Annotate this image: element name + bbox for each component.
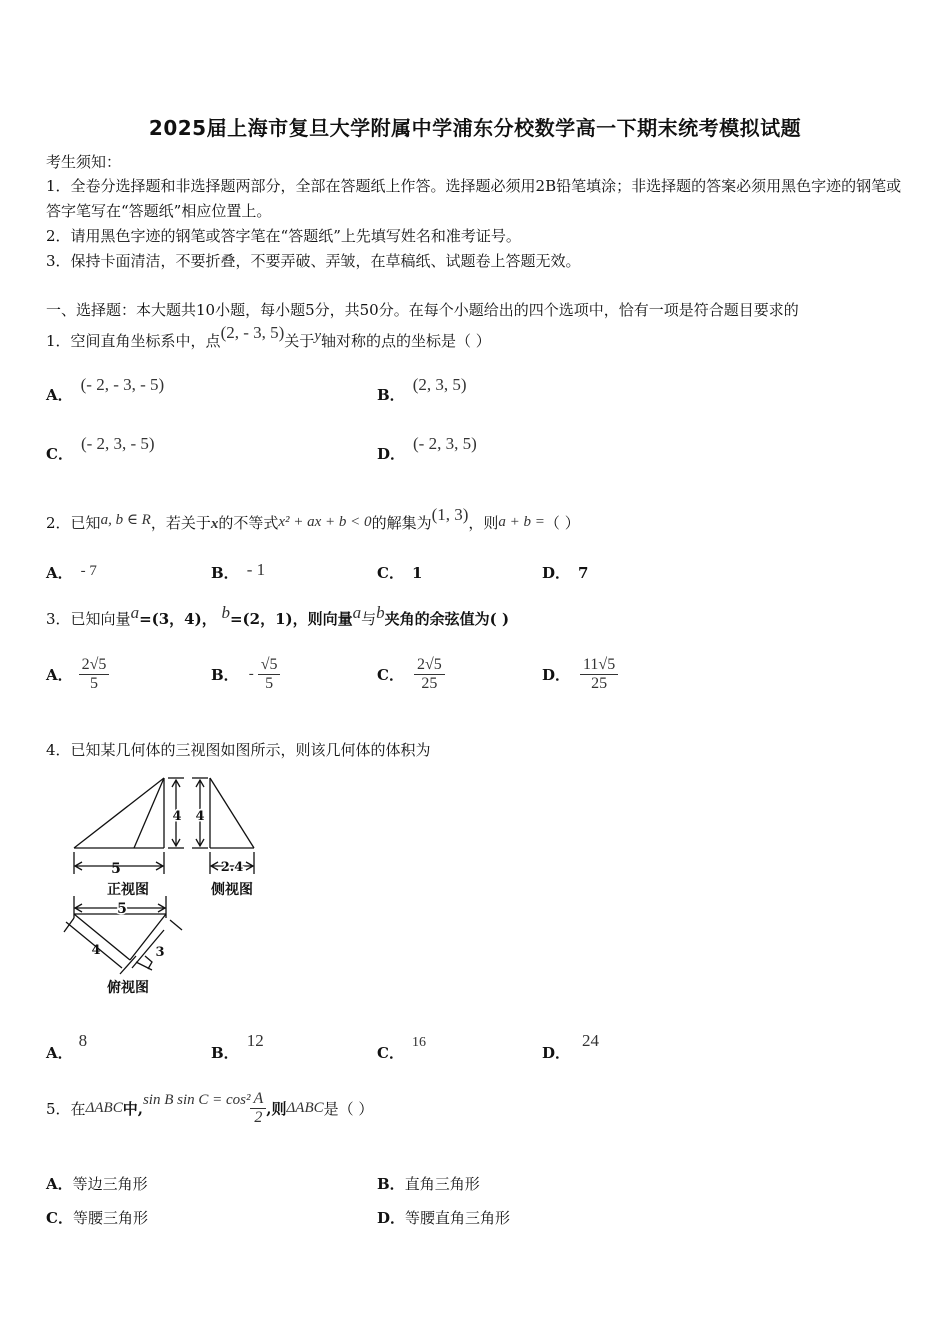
option-fraction (580, 656, 618, 693)
top-view-caption: 俯视图 (107, 980, 149, 996)
question-number: 3． (46, 610, 71, 628)
numerator: √5 (258, 656, 281, 675)
q2-option-d[interactable] (542, 562, 588, 583)
q5-text-1: 在 (70, 1100, 86, 1118)
q5-option-b[interactable] (377, 1173, 480, 1194)
q4-option-c[interactable] (377, 1035, 426, 1063)
option-value: 等边三角形 (72, 1175, 148, 1193)
notice-item-3: 3．保持卡面清洁，不要折叠，不要弄破、弄皱，在草稿纸、试题卷上答题无效。 (46, 252, 581, 270)
q2-variable: x (210, 516, 219, 532)
question-2 (46, 505, 580, 533)
numerator: 2√5 (414, 656, 445, 675)
denominator: 5 (265, 675, 274, 692)
q5-fraction (250, 1090, 266, 1127)
q4-option-a[interactable] (46, 1031, 88, 1063)
notice-item-1: 1．全卷分选择题和非选择题两部分，全部在答题纸上作答。选择题必须用2B铅笔填涂；非选择题的答案必须用黑色字迹的钢笔或答字笔写在“答题纸”相应位置上。 (46, 177, 902, 220)
option-value: (- 2, 3, - 5) (80, 434, 155, 453)
q5-text-4: 是（ ） (323, 1100, 374, 1118)
q5-option-a[interactable] (46, 1173, 148, 1194)
q3-text-3: =(2，1)，则向量 (229, 610, 353, 628)
q2-option-b[interactable] (211, 562, 265, 583)
q2-solution-set: (1, 3) (431, 505, 469, 524)
option-value: - 7 (80, 563, 97, 579)
q1-text-1: 空间直角坐标系中，点 (70, 332, 221, 350)
option-value: (- 2, 3, 5) (413, 434, 477, 453)
option-label: A． (46, 666, 73, 684)
q2-text-1: 已知 (70, 514, 101, 532)
option-value: (2, 3, 5) (412, 375, 467, 394)
option-label: B． (377, 386, 405, 404)
q1-option-b[interactable] (377, 375, 467, 405)
option-label: B． (211, 1044, 239, 1062)
q2-expression: a + b = (498, 514, 545, 530)
denominator: 5 (90, 675, 99, 692)
q3-text-4: 与 (361, 610, 377, 628)
option-sign: - (248, 666, 254, 682)
front-height-label: 4 (172, 809, 182, 824)
q1-option-c[interactable] (46, 434, 155, 464)
q3-option-c[interactable] (377, 656, 445, 693)
q2-text-6: （ ） (544, 514, 580, 532)
option-label: D． (377, 445, 406, 463)
option-label: D． (542, 666, 571, 684)
option-fraction (79, 656, 110, 693)
question-1 (46, 323, 491, 351)
vector-b: b (221, 603, 230, 622)
question-4 (46, 739, 431, 760)
option-fraction (414, 656, 445, 693)
question-number: 1． (46, 332, 71, 350)
denominator: 2 (254, 1109, 263, 1126)
front-view-caption: 正视图 (107, 882, 149, 898)
q5-option-c[interactable] (46, 1207, 148, 1228)
notice-item-2: 2．请用黑色字迹的钢笔或答字笔在“答题纸”上先填写姓名和准考证号。 (46, 227, 521, 245)
q1-text-3: 轴对称的点的坐标是（ ） (320, 332, 491, 350)
q1-option-a[interactable] (46, 375, 165, 405)
vector-b: b (376, 603, 385, 622)
option-value: 8 (78, 1031, 88, 1050)
q3-text-2: =(3，4)， (139, 610, 217, 628)
question-number: 2． (46, 514, 71, 532)
q5-text-3: ,则 (266, 1100, 287, 1118)
q5-triangle: ΔABC (286, 1100, 324, 1116)
numerator: 2√5 (79, 656, 110, 675)
option-label: B． (211, 564, 239, 582)
q3-text-1: 已知向量 (70, 610, 131, 628)
vector-a: a (352, 603, 362, 622)
question-number: 5． (46, 1100, 71, 1118)
option-fraction (258, 656, 281, 693)
option-value: - 1 (246, 560, 266, 579)
q1-text-2: 关于 (284, 332, 315, 350)
option-label: C． (377, 564, 404, 582)
three-view-figure (60, 772, 270, 1002)
option-value: 等腰直角三角形 (405, 1209, 511, 1227)
option-label: B． (211, 666, 239, 684)
q4-text: 已知某几何体的三视图如图所示，则该几何体的体积为 (70, 741, 431, 759)
option-label: D． (377, 1209, 406, 1227)
top-right-label: 3 (155, 945, 165, 960)
question-3 (46, 603, 510, 629)
option-value: 16 (411, 1035, 426, 1050)
option-value: (- 2, - 3, - 5) (80, 375, 165, 394)
denominator: 25 (421, 675, 438, 692)
question-number: 4． (46, 741, 71, 759)
front-width-label: 5 (111, 861, 121, 877)
question-5 (46, 1090, 373, 1127)
q1-option-d[interactable] (377, 434, 477, 464)
vector-a: a (130, 603, 140, 622)
q1-point: (2, - 3, 5) (220, 323, 285, 342)
q5-option-d[interactable] (377, 1207, 510, 1228)
option-label: D． (542, 1044, 571, 1062)
q2-text-4: 的解集为 (371, 514, 432, 532)
notice-heading: 考生须知： (46, 153, 122, 171)
option-value: 12 (246, 1031, 264, 1050)
q4-option-b[interactable] (211, 1031, 264, 1063)
option-label: A． (46, 1175, 73, 1193)
q2-text-2: ，若关于 (150, 514, 211, 532)
top-width-label: 5 (117, 901, 127, 917)
side-view-caption: 侧视图 (211, 882, 253, 898)
option-value: 24 (582, 1031, 600, 1050)
option-label: C． (46, 445, 73, 463)
q3-option-d[interactable] (542, 656, 618, 693)
page-title: 2025届上海市复旦大学附属中学浦东分校数学高一下期末统考模拟试题 (148, 116, 802, 140)
side-width-label: 2.4 (220, 860, 244, 875)
option-label: C． (377, 666, 404, 684)
option-value: 等腰三角形 (72, 1209, 148, 1227)
q3-text-5: 夹角的余弦值为( ) (384, 610, 510, 628)
side-height-label: 4 (195, 809, 205, 824)
option-label: A． (46, 564, 73, 582)
q1-axis: y (314, 328, 321, 344)
numerator: A (250, 1090, 266, 1109)
option-label: D． (542, 564, 571, 582)
q4-option-d[interactable] (542, 1031, 600, 1063)
q3-option-b[interactable] (211, 656, 280, 693)
option-label: C． (377, 1044, 404, 1062)
q2-inequality: x² + ax + b < 0 (278, 514, 372, 530)
section-heading: 一、选择题：本大题共10小题，每小题5分，共50分。在每个小题给出的四个选项中，恰有一项是符合题目要求的 (46, 301, 799, 319)
numerator: 11√5 (580, 656, 618, 675)
q5-equation-lhs: sin B sin C = cos² (142, 1092, 251, 1108)
top-left-label: 4 (91, 943, 101, 958)
option-value: 1 (411, 564, 423, 582)
option-label: A． (46, 386, 73, 404)
q2-text-5: ，则 (468, 514, 499, 532)
q2-text-3: 的不等式 (218, 514, 279, 532)
q3-option-a[interactable] (46, 656, 109, 693)
q2-option-c[interactable] (377, 562, 422, 583)
option-value: 直角三角形 (404, 1175, 480, 1193)
q5-triangle: ΔABC (85, 1100, 123, 1116)
q5-text-2: 中, (122, 1100, 143, 1118)
q2-condition: a, b ∈ R (100, 512, 151, 528)
option-label: C． (46, 1209, 73, 1227)
option-label: B． (377, 1175, 405, 1193)
q2-option-a[interactable] (46, 562, 97, 583)
front-view (74, 778, 184, 874)
denominator: 25 (591, 675, 608, 692)
option-value: 7 (578, 564, 589, 582)
option-label: A． (46, 1044, 73, 1062)
